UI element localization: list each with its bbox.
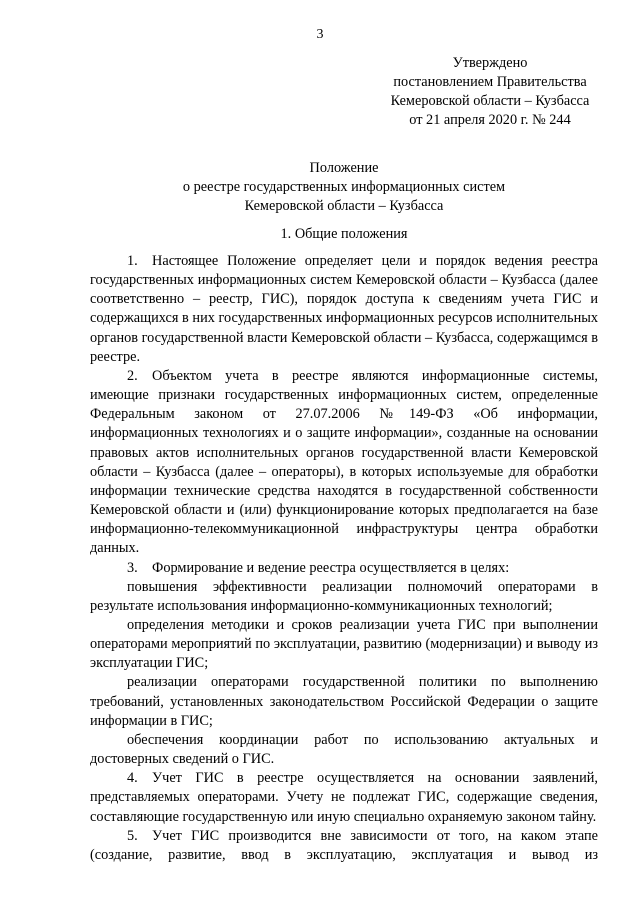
paragraph: обеспечения координации работ по использованию актуальных и достоверных сведений о ГИС. [90, 731, 598, 768]
approval-line: постановлением Правительства [393, 74, 587, 90]
approval-line: от 21 апреля 2020 г. № 244 [409, 112, 571, 128]
approval-stamp [360, 54, 620, 130]
section-heading: 1. Общие положения [280, 226, 408, 242]
title-line: Кемеровской области – Кузбасса [244, 198, 444, 214]
approval-line: Кемеровской области – Кузбасса [390, 93, 590, 109]
paragraph: 2. Объектом учета в реестре являются информационные системы, имеющие признаки государственных информационных систем, определенные Федеральным законом от 27.07.2006 №149-ФЗ «Об информации, информационных технологиях и о защите информации», созданные на основании правовых актов исполнительных органов государственной власти Кемеровской области – Кузбасса (далее – операторы), в которых используемые для обработки информации технические средства находятся в государственной собственности Кемеровской области и (или) функционирование которых предполагается на базе информационно-телекоммуникационной инфраструктуры центра обработки данных. [90, 367, 598, 557]
page-number: 3 [316, 27, 324, 42]
document-body [90, 252, 598, 865]
approval-line: Утверждено [452, 55, 528, 71]
title-line: Положение [309, 160, 379, 176]
paragraph: 5. Учет ГИС производится вне зависимости от того, на каком этапе (создание, развитие, ввод в эксплуатацию, эксплуатация и вывод из [90, 827, 598, 863]
paragraph: 4. Учет ГИС в реестре осуществляется на основании заявлений, представляемых операторами. Учету не подлежат ГИС, содержащие сведения, составляющие государственную или иную специально охраняемую законом тайну. [90, 770, 598, 825]
paragraph: реализации операторами государственной политики по выполнению требований, установленных законодательством Российской Федерации о защите информации в ГИС; [90, 674, 598, 729]
paragraph: определения методики и сроков реализации учета ГИС при выполнении операторами мероприятий по эксплуатации, развитию (модернизации) и выводу из эксплуатации ГИС; [90, 616, 598, 672]
title-line: о реестре государственных информационных систем [182, 179, 506, 195]
document-title [90, 159, 598, 216]
paragraph: 3. Формирование и ведение реестра осуществляется в целях: [127, 559, 510, 576]
paragraph: 1. Настоящее Положение определяет цели и порядок ведения реестра государственных информационных систем Кемеровской области – Кузбасса (далее соответственно – реестр, ГИС), порядок доступа к сведениям учета ГИС и содержащихся в них государственных информационных ресурсов исполнительных органов государственной власти Кемеровской области – Кузбасса, содержащимся в реестре. [90, 253, 598, 365]
paragraph: повышения эффективности реализации полномочий операторами в результате использования информационно-коммуникационных технологий; [90, 578, 598, 614]
